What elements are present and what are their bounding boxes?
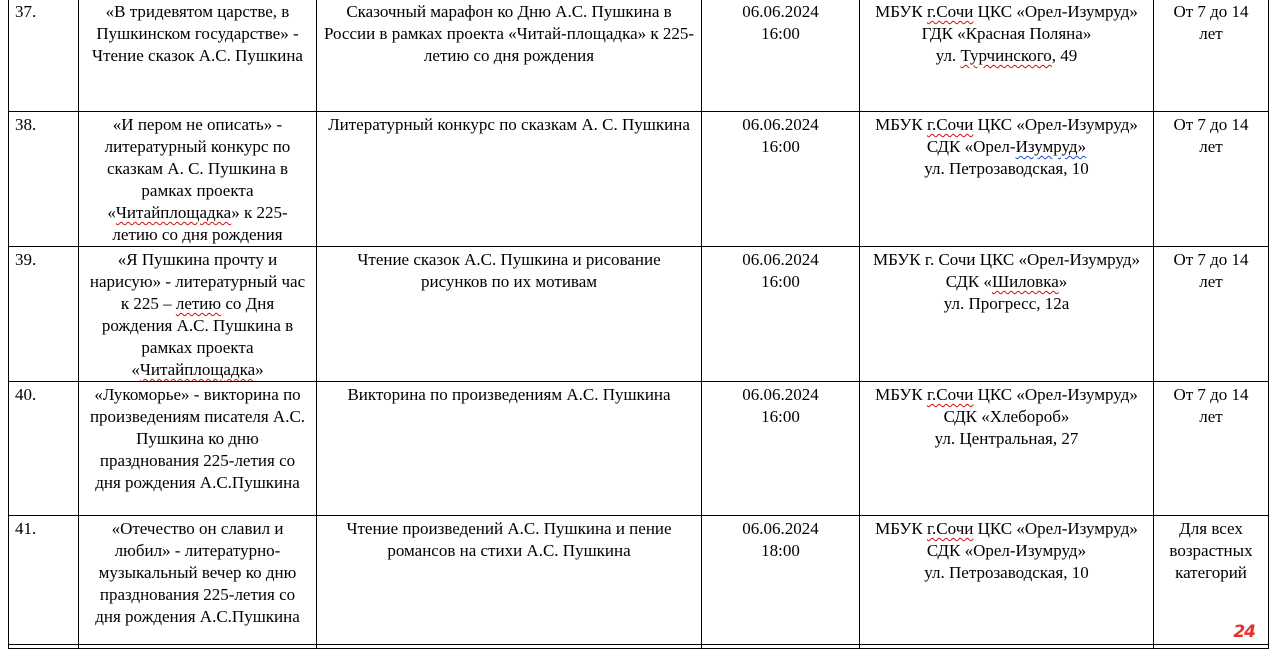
- event-description: Чтение произведений А.С. Пушкина и пение романсов на стихи А.С. Пушкина: [317, 516, 702, 649]
- event-datetime: 06.06.2024 16:00: [702, 247, 860, 382]
- event-description: Чтение сказок А.С. Пушкина и рисование рисунков по их мотивам: [317, 247, 702, 382]
- event-datetime: 06.06.2024 16:00: [702, 0, 860, 112]
- event-datetime: 06.06.2024 16:00: [702, 382, 860, 516]
- event-title: «В тридевятом царстве, в Пушкинском государстве» - Чтение сказок А.С. Пушкина: [79, 0, 317, 112]
- table-row: [9, 112, 1269, 247]
- event-title: «Отечество он славил и любил» - литературно-музыкальный вечер ко дню празднования 225-летия со дня рождения А.С.Пушкина: [79, 516, 317, 649]
- event-location: МБУК г.Сочи ЦКС «Орел-Изумруд» СДК «Орел-Изумруд» ул. Петрозаводская, 10: [860, 112, 1154, 247]
- event-title: «Лукоморье» - викторина по произведениям писателя А.С. Пушкина ко дню празднования 225-летия со дня рождения А.С.Пушкина: [79, 382, 317, 516]
- event-location: МБУК г.Сочи ЦКС «Орел-Изумруд» СДК «Орел-Изумруд» ул. Петрозаводская, 10: [860, 516, 1154, 649]
- table-row: [9, 247, 1269, 382]
- event-datetime: 06.06.2024 16:00: [702, 112, 860, 247]
- row-number: 41.: [9, 516, 79, 649]
- event-description: Литературный конкурс по сказкам А. С. Пушкина: [317, 112, 702, 247]
- event-age: От 7 до 14 лет: [1154, 0, 1269, 112]
- event-description: Сказочный марафон ко Дню А.С. Пушкина в России в рамках проекта «Читай-площадка» к 225-летию со дня рождения: [317, 0, 702, 112]
- row-number: 37.: [9, 0, 79, 112]
- table-row: [9, 516, 1269, 649]
- event-age: От 7 до 14 лет: [1154, 382, 1269, 516]
- event-title: «И пером не описать» - литературный конкурс по сказкам А. С. Пушкина в рамках проекта «Читайплощадка» к 225-летию со дня рождения: [79, 112, 317, 247]
- row-number: 40.: [9, 382, 79, 516]
- event-datetime: 06.06.2024 18:00: [702, 516, 860, 649]
- event-title: «Я Пушкина прочту и нарисую» - литературный час к 225 – летию со Дня рождения А.С. Пушкина в рамках проекта «Читайплощадка»: [79, 247, 317, 382]
- table-row: [9, 0, 1269, 112]
- event-location: МБУК г.Сочи ЦКС «Орел-Изумруд» ГДК «Красная Поляна» ул. Турчинского, 49: [860, 0, 1154, 112]
- row-number: 38.: [9, 112, 79, 247]
- table-row: [9, 382, 1269, 516]
- watermark-logo: 24: [1233, 622, 1255, 642]
- event-location: МБУК г. Сочи ЦКС «Орел-Изумруд» СДК «Шиловка» ул. Прогресс, 12а: [860, 247, 1154, 382]
- event-age: От 7 до 14 лет: [1154, 247, 1269, 382]
- event-age: Для всех возрастных категорий: [1154, 516, 1269, 649]
- event-description: Викторина по произведениям А.С. Пушкина: [317, 382, 702, 516]
- events-table: [8, 0, 1269, 649]
- event-age: От 7 до 14 лет: [1154, 112, 1269, 247]
- table-bottom-rule: [8, 644, 1268, 645]
- event-location: МБУК г.Сочи ЦКС «Орел-Изумруд» СДК «Хлебороб» ул. Центральная, 27: [860, 382, 1154, 516]
- row-number: 39.: [9, 247, 79, 382]
